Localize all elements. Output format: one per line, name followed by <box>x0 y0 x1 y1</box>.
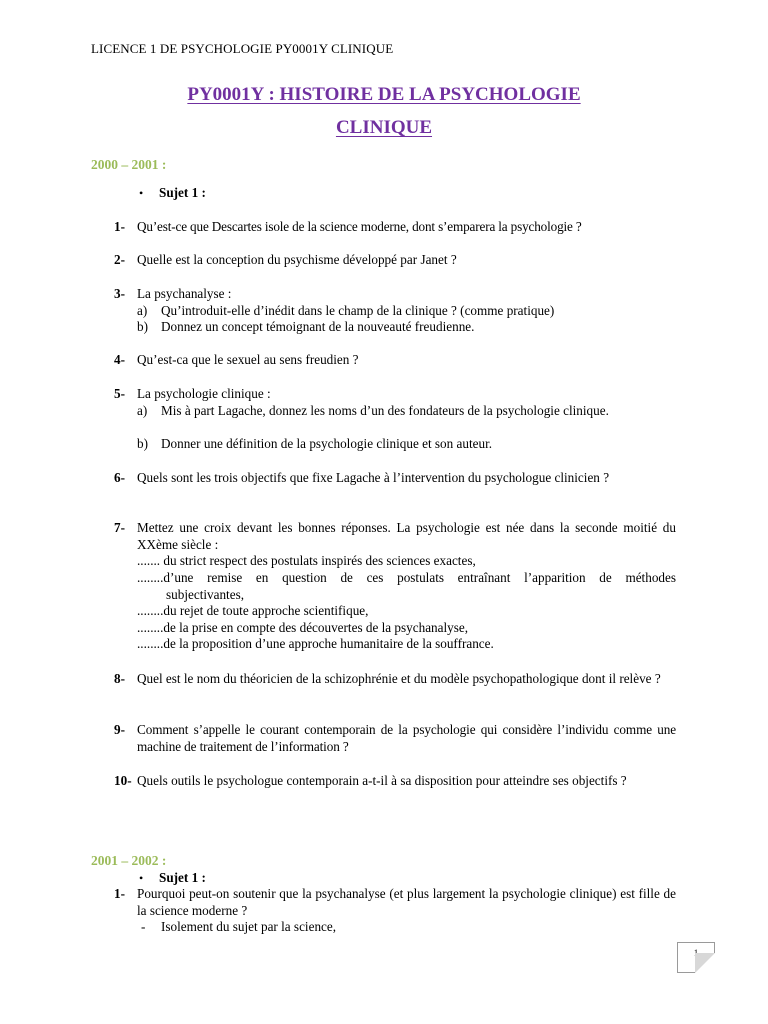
question-text: Quel est le nom du théoricien de la schizophrénie et du modèle psychopathologique dont il relève ? <box>137 671 661 686</box>
title-line-1: PY0001Y : HISTOIRE DE LA PSYCHOLOGIE <box>187 84 581 105</box>
question-1-2001 <box>114 886 676 920</box>
answer-option-2-continued: subjectivantes, <box>166 586 245 602</box>
sub-letter: a) <box>137 302 148 318</box>
title-line-2: CLINIQUE <box>335 117 433 138</box>
dash-marker: - <box>141 919 146 934</box>
question-text: La psychologie clinique : <box>137 386 271 401</box>
question-text: Qu’est-ca que le sexuel au sens freudien ? <box>137 352 359 367</box>
question-text: Pourquoi peut-on soutenir que la psychanalyse (et plus largement la psychologie clinique) est fille de la science moderne ? <box>137 886 676 918</box>
sujet-bullet <box>139 870 143 887</box>
sub-letter: a) <box>137 402 148 418</box>
question-text: Mettez une croix devant les bonnes réponses. La psychologie est née dans la seconde moitié du XXème siècle : <box>137 520 676 552</box>
sub-question-a <box>137 403 676 437</box>
question-7 <box>114 520 676 660</box>
question-number: 8- <box>114 671 125 686</box>
answer-option-1: ....... du strict respect des postulats inspirés des sciences exactes, <box>137 553 476 568</box>
question-2 <box>114 252 676 269</box>
answer-option-3: ........du rejet de toute approche scientifique, <box>137 603 369 618</box>
question-text: Comment s’appelle le courant contemporain de la psychologie qui considère l’individu comme une machine de traitement de l’information ? <box>137 722 676 754</box>
bullet-icon: • <box>139 871 144 885</box>
question-4 <box>114 352 676 369</box>
question-number: 9- <box>114 722 125 737</box>
document-title-continued <box>0 117 768 138</box>
question-5 <box>114 386 676 456</box>
sub-letter: b) <box>137 319 148 334</box>
question-8 <box>114 671 676 705</box>
page-number: 1 <box>693 948 699 958</box>
bullet-icon: • <box>139 186 144 200</box>
answer-dash-item <box>114 919 676 936</box>
sujet-heading: Sujet 1 : <box>159 185 206 200</box>
question-text: Quels sont les trois objectifs que fixe Lagache à l’intervention du psychologue clinicien ? <box>137 470 610 485</box>
sujet-bullet <box>139 185 143 202</box>
question-text: Quels outils le psychologue contemporain a-t-il à sa disposition pour atteindre ses objectifs ? <box>137 773 627 788</box>
question-10 <box>114 773 676 807</box>
question-number: 10- <box>114 773 132 788</box>
running-header: LICENCE 1 DE PSYCHOLOGIE PY0001Y CLINIQUE <box>91 41 394 56</box>
question-9 <box>114 722 676 756</box>
question-1 <box>114 219 676 236</box>
answer-option-5: ........de la proposition d’une approche humanitaire de la souffrance. <box>137 636 494 651</box>
sub-text: Mis à part Lagache, donnez les noms d’un des fondateurs de la psychologie clinique. <box>161 402 609 418</box>
dash-text: Isolement du sujet par la science, <box>161 919 337 934</box>
question-number: 3- <box>114 286 125 301</box>
sub-letter: b) <box>137 436 148 451</box>
question-number: 4- <box>114 352 125 367</box>
page-fold-icon <box>695 953 715 973</box>
sujet-heading: Sujet 1 : <box>159 870 206 885</box>
sub-text: Donnez un concept témoignant de la nouveauté freudienne. <box>161 319 475 334</box>
sub-question-a <box>137 303 676 320</box>
question-number: 7- <box>114 520 125 535</box>
sub-question-b <box>137 436 676 453</box>
document-title <box>0 84 768 105</box>
question-number: 1- <box>114 219 125 234</box>
year-heading-2000-2001: 2000 – 2001 : <box>91 157 167 172</box>
question-number: 6- <box>114 470 125 485</box>
year-heading-2001-2002: 2001 – 2002 : <box>91 853 167 868</box>
answer-option-2: ........d’une remise en question de ces postulats entraînant l’apparition de méthodes <box>137 570 676 585</box>
question-3 <box>114 286 676 338</box>
question-6 <box>114 470 676 504</box>
question-number: 1- <box>114 886 125 901</box>
sub-question-b <box>137 319 676 336</box>
question-number: 5- <box>114 386 125 401</box>
page-number-box <box>677 942 715 973</box>
question-text: Quelle est la conception du psychisme développé par Janet ? <box>137 252 457 267</box>
question-number: 2- <box>114 252 125 267</box>
sub-text: Qu’introduit-elle d’inédit dans le champ de la clinique ? (comme pratique) <box>161 302 555 318</box>
answer-option-4: ........de la prise en compte des découvertes de la psychanalyse, <box>137 619 469 635</box>
sub-text: Donner une définition de la psychologie clinique et son auteur. <box>161 436 493 451</box>
question-text: Qu’est-ce que Descartes isole de la science moderne, dont s’emparera la psychologie ? <box>137 219 582 234</box>
question-text: La psychanalyse : <box>137 286 232 301</box>
